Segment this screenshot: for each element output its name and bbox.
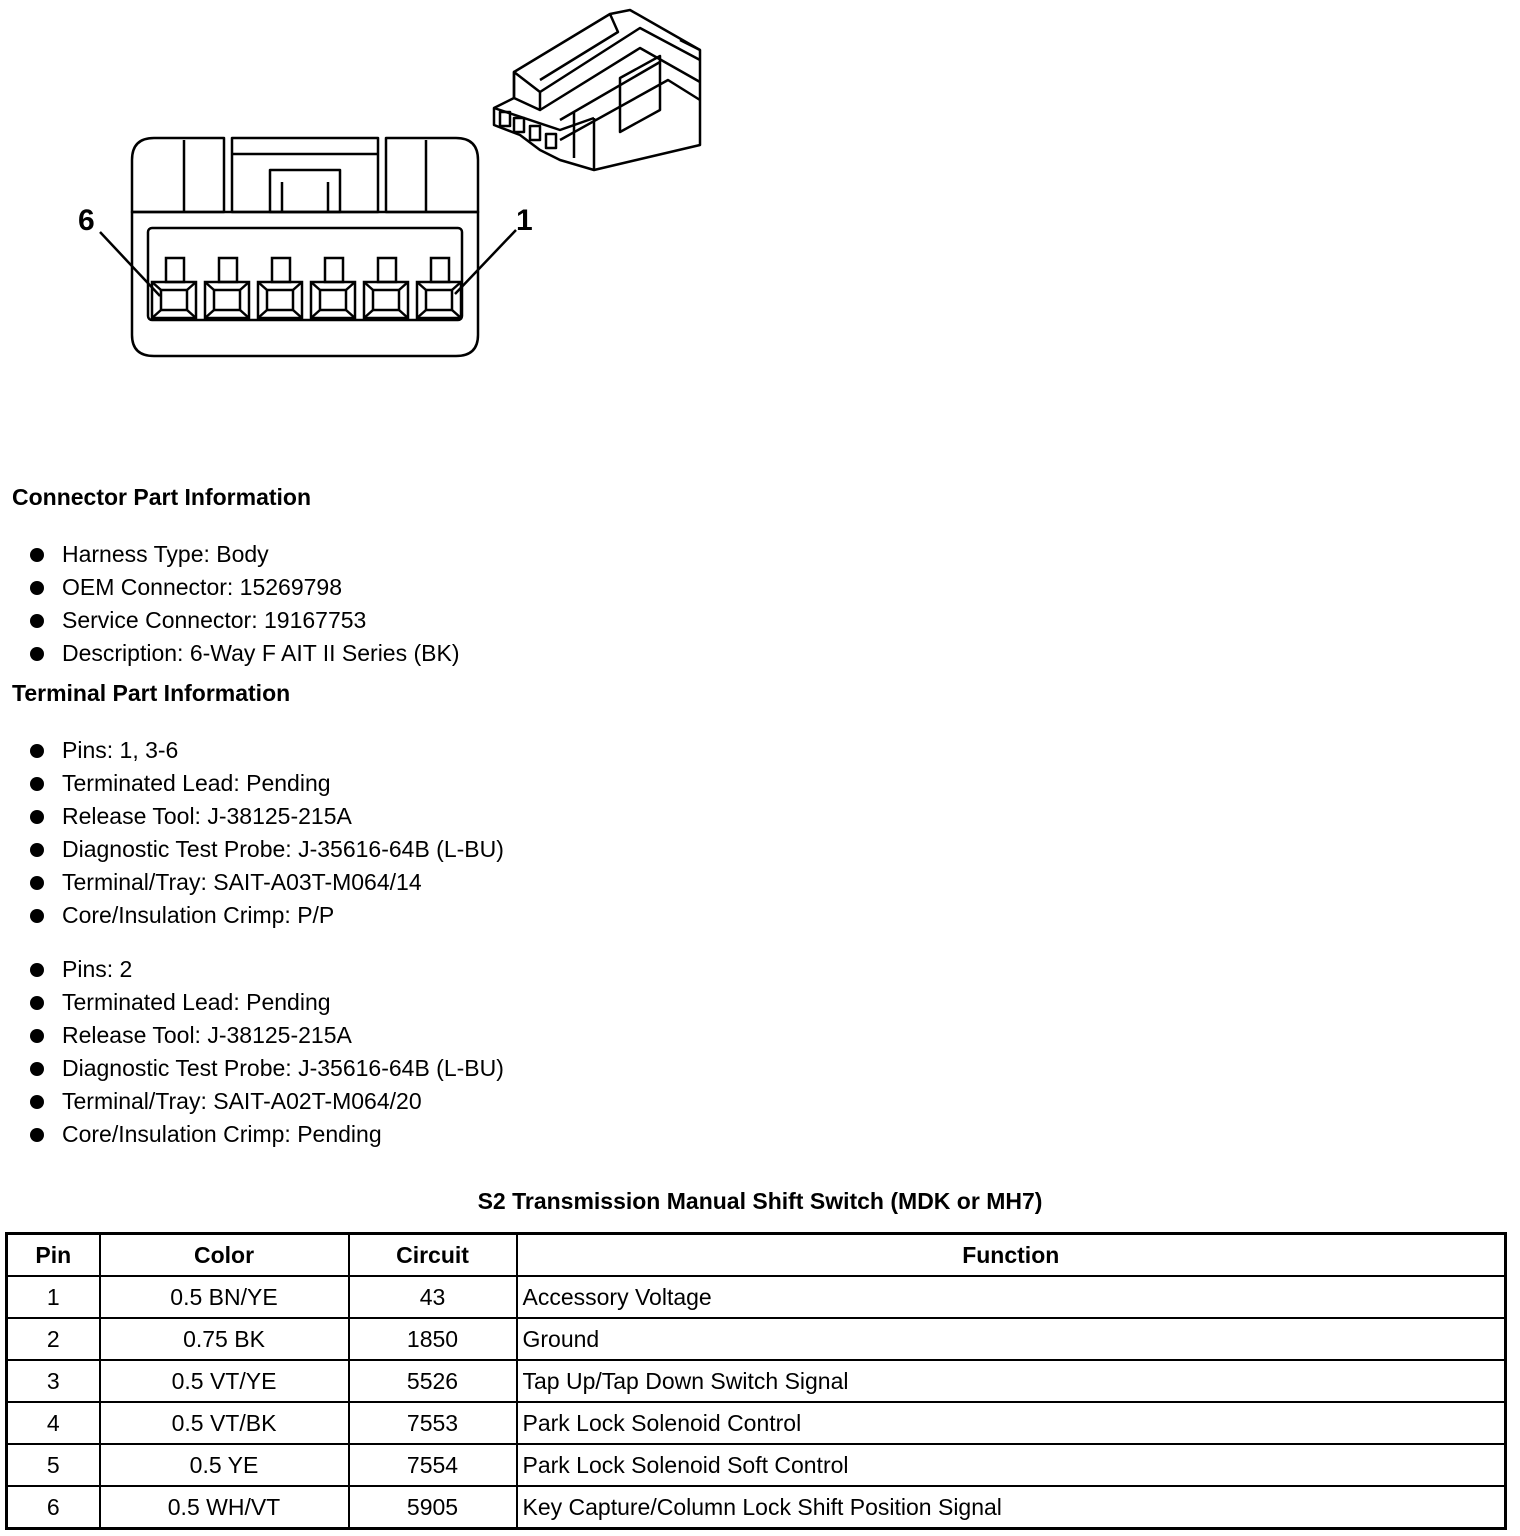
cell-function: Tap Up/Tap Down Switch Signal bbox=[517, 1360, 1506, 1402]
list-item: Diagnostic Test Probe: J-35616-64B (L-BU) bbox=[30, 1052, 504, 1085]
cell-function: Park Lock Solenoid Soft Control bbox=[517, 1444, 1506, 1486]
connector-diagram bbox=[0, 0, 720, 380]
cell-function: Accessory Voltage bbox=[517, 1276, 1506, 1318]
cell-function: Park Lock Solenoid Control bbox=[517, 1402, 1506, 1444]
header-pin: Pin bbox=[7, 1234, 100, 1277]
list-item: Release Tool: J-38125-215A bbox=[30, 1019, 504, 1052]
cell-circuit: 5905 bbox=[349, 1486, 517, 1529]
cell-color: 0.5 WH/VT bbox=[100, 1486, 349, 1529]
terminal-cavities bbox=[152, 258, 461, 318]
cell-function: Key Capture/Column Lock Shift Position Signal bbox=[517, 1486, 1506, 1529]
cell-pin: 6 bbox=[7, 1486, 100, 1529]
terminal-cavity bbox=[258, 258, 302, 318]
table-row bbox=[7, 1402, 1506, 1444]
pin-6-callout: 6 bbox=[78, 204, 95, 237]
cell-circuit: 7553 bbox=[349, 1402, 517, 1444]
cell-color: 0.5 YE bbox=[100, 1444, 349, 1486]
list-item: Terminated Lead: Pending bbox=[30, 986, 504, 1019]
terminal-info-group-2 bbox=[30, 953, 504, 1151]
list-item: Core/Insulation Crimp: Pending bbox=[30, 1118, 504, 1151]
pinout-table bbox=[5, 1232, 1507, 1530]
pin-1-callout: 1 bbox=[516, 204, 533, 237]
cell-color: 0.5 VT/BK bbox=[100, 1402, 349, 1444]
table-row bbox=[7, 1318, 1506, 1360]
connector-info-heading: Connector Part Information bbox=[12, 484, 312, 510]
list-item: Harness Type: Body bbox=[30, 538, 460, 571]
header-circuit: Circuit bbox=[349, 1234, 517, 1277]
list-item: Terminal/Tray: SAIT-A02T-M064/20 bbox=[30, 1085, 504, 1118]
table-row bbox=[7, 1444, 1506, 1486]
table-title: S2 Transmission Manual Shift Switch (MDK or MH7) bbox=[477, 1188, 1043, 1214]
list-item: Service Connector: 19167753 bbox=[30, 604, 460, 637]
cell-color: 0.5 VT/YE bbox=[100, 1360, 349, 1402]
cell-circuit: 5526 bbox=[349, 1360, 517, 1402]
list-item: Terminal/Tray: SAIT-A03T-M064/14 bbox=[30, 866, 504, 899]
cell-pin: 2 bbox=[7, 1318, 100, 1360]
terminal-info-heading: Terminal Part Information bbox=[12, 680, 291, 706]
cell-pin: 1 bbox=[7, 1276, 100, 1318]
list-item: OEM Connector: 15269798 bbox=[30, 571, 460, 604]
cell-pin: 5 bbox=[7, 1444, 100, 1486]
cell-circuit: 7554 bbox=[349, 1444, 517, 1486]
header-color: Color bbox=[100, 1234, 349, 1277]
list-item: Pins: 1, 3-6 bbox=[30, 734, 504, 767]
list-item: Diagnostic Test Probe: J-35616-64B (L-BU) bbox=[30, 833, 504, 866]
header-function: Function bbox=[517, 1234, 1506, 1277]
list-item: Pins: 2 bbox=[30, 953, 504, 986]
cell-circuit: 43 bbox=[349, 1276, 517, 1318]
table-header-row bbox=[7, 1234, 1506, 1277]
terminal-cavity bbox=[417, 258, 461, 318]
terminal-cavity bbox=[364, 258, 408, 318]
cell-pin: 4 bbox=[7, 1402, 100, 1444]
list-item: Release Tool: J-38125-215A bbox=[30, 800, 504, 833]
terminal-cavity bbox=[152, 258, 196, 318]
connector-info-list bbox=[30, 538, 460, 670]
cell-pin: 3 bbox=[7, 1360, 100, 1402]
list-item: Terminated Lead: Pending bbox=[30, 767, 504, 800]
terminal-cavity bbox=[311, 258, 355, 318]
cell-circuit: 1850 bbox=[349, 1318, 517, 1360]
cell-function: Ground bbox=[517, 1318, 1506, 1360]
terminal-cavity bbox=[205, 258, 249, 318]
table-row bbox=[7, 1360, 1506, 1402]
list-item: Description: 6-Way F AIT II Series (BK) bbox=[30, 637, 460, 670]
list-item: Core/Insulation Crimp: P/P bbox=[30, 899, 504, 932]
cell-color: 0.75 BK bbox=[100, 1318, 349, 1360]
table-row bbox=[7, 1276, 1506, 1318]
cell-color: 0.5 BN/YE bbox=[100, 1276, 349, 1318]
table-row bbox=[7, 1486, 1506, 1529]
terminal-info-group-1 bbox=[30, 734, 504, 932]
